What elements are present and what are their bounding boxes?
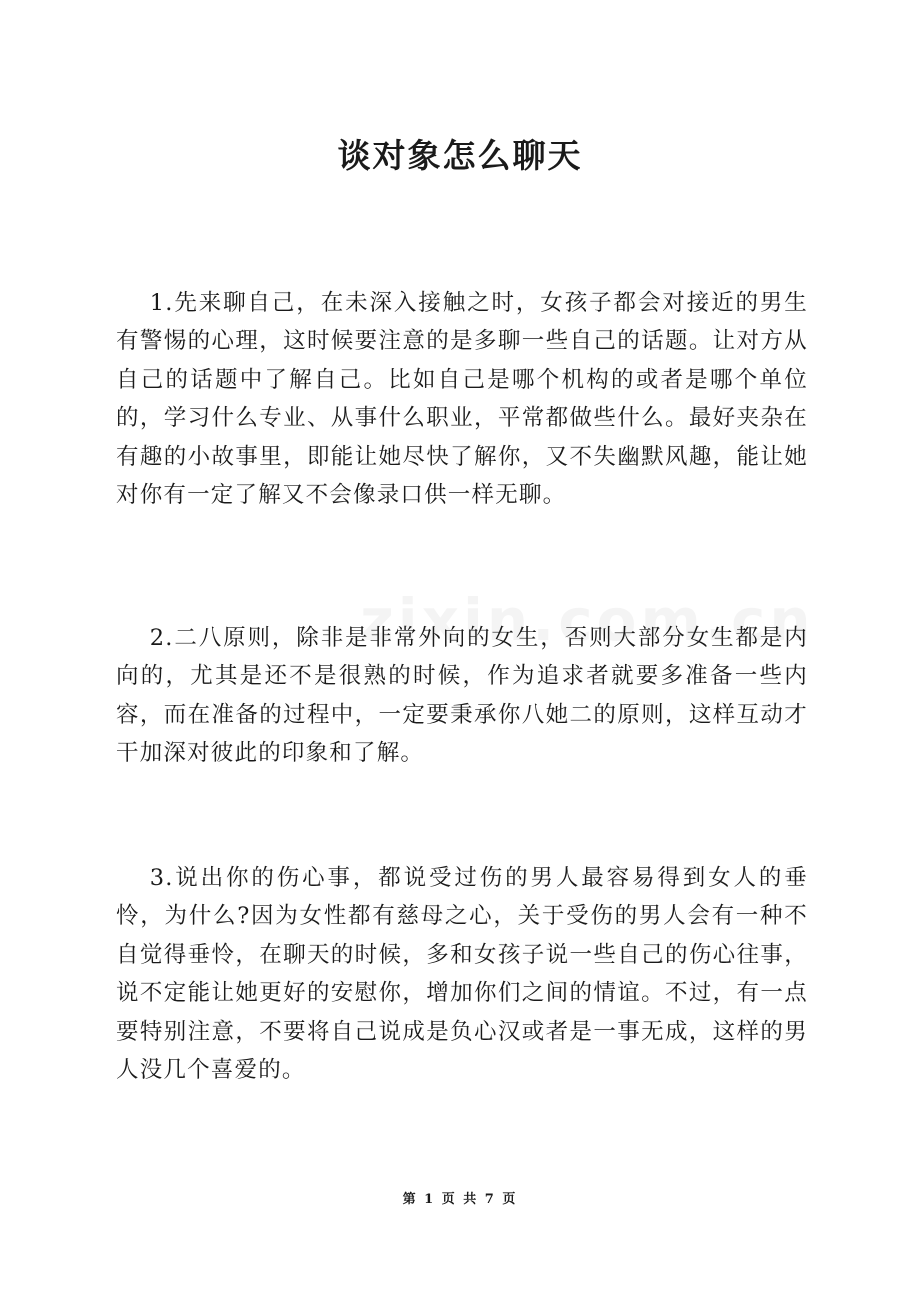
page-footer: 第 1 页 共 7 页 xyxy=(402,1192,518,1207)
paragraph-1: 1.先来聊自己，在未深入接触之时，女孩子都会对接近的男生有警惕的心理，这时候要注意的是多聊一些自己的话题。让对方从自己的话题中了解自己。比如自己是哪个机构的或者是哪个单位的，学习什么专业、从事什么职业，平常都做些什么。最好夹杂在有趣的小故事里，即能让她尽快了解你，又不失幽默风趣，能让她对你有一定了解又不会像录口供一样无聊。 xyxy=(116,290,808,509)
paragraph-3: 3.说出你的伤心事，都说受过伤的男人最容易得到女人的垂怜，为什么?因为女性都有慈母之心，关于受伤的男人会有一种不自觉得垂怜，在聊天的时候，多和女孩子说一些自己的伤心往事，说不定能让她更好的安慰你，增加你们之间的情谊。不过，有一点要特别注意，不要将自己说成是负心汉或者是一事无成，这样的男人没几个喜爱的。 xyxy=(116,865,808,1084)
page-title: 谈对象怎么聊天 xyxy=(337,136,583,175)
paragraph-2: 2.二八原则，除非是非常外向的女生，否则大部分女生都是内向的，尤其是还不是很熟的时候，作为追求者就要多准备一些内容，而在准备的过程中，一定要秉承你八她二的原则，这样互动才干加深对彼此的印象和了解。 xyxy=(116,625,808,767)
